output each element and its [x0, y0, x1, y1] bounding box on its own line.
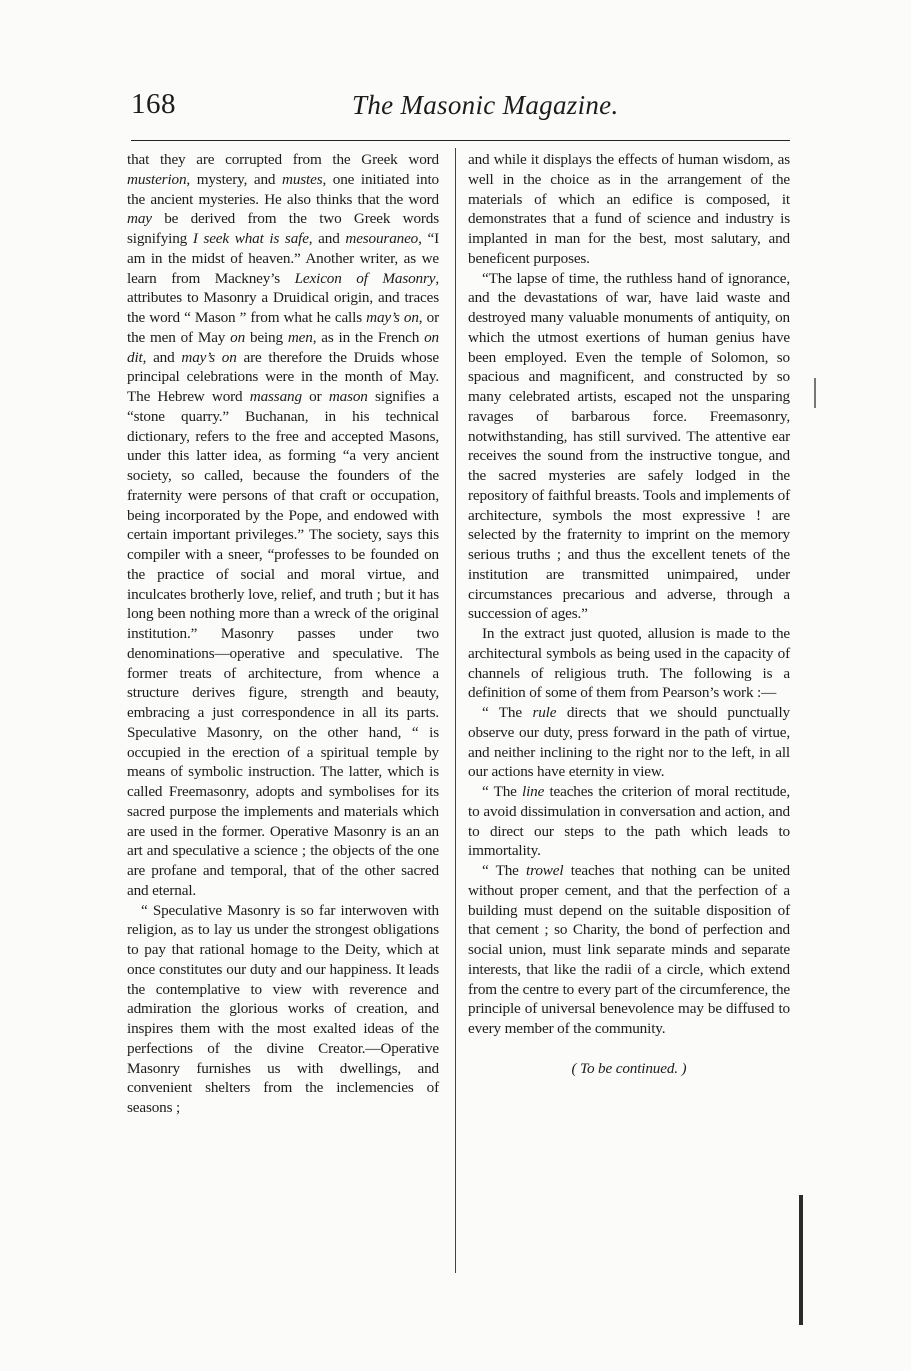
column-divider	[455, 148, 456, 1273]
right-paragraph-3: In the extract just quoted, allusion is made to the architectural symbols as being used in the capacity of channels of religious truth. The following is a definition of some of them from Pearson’s work :—	[468, 625, 790, 702]
italic-term: rule	[532, 704, 557, 721]
right-paragraph-5: “ The line teaches the criterion of moral rectitude, to avoid dissimulation in conversation and action, and to direct our steps to the path which leads to immortality.	[468, 783, 790, 860]
italic-term: on dit	[127, 328, 439, 366]
to-be-continued: ( To be continued. )	[571, 1059, 687, 1077]
italic-term: massang	[249, 388, 302, 405]
italic-term: mason	[328, 388, 368, 405]
italic-term: mustes	[282, 170, 323, 188]
italic-term: on	[230, 328, 246, 346]
right-paragraph-2: “The lapse of time, the ruthless hand of ignorance, and the devastations of war, have laid waste and destroyed many valuable monuments of antiquity, on which the utmost exertions of human genius have been employed. Even the temple of Solomon, so spacious and magnificent, and constructed by so many celebrated artists, escaped not the unsparing ravages of barbarous force. Freemasonry, notwithstanding, has still survived. The attentive ear receives the sound from the instructive tongue, and the sacred mysteries are safely lodged in the repository of faithful breasts. Tools and implements of architecture, symbols the most expressive ! are selected by the fraternity to imprint on the memory serious truths ; and thus the excellent tenets of the institution are transmitted unimpaired, under circumstances precarious and adverse, through a succession of ages.”	[468, 269, 790, 623]
right-paragraph-6: “ The trowel teaches that nothing can be united without proper cement, and that the perfection of a building must depend on the suitable disposition of that cement ; so Charity, the bond of perfection and social union, must link separate minds and separate interests, that like the radii of a circle, which extend from the centre to every part of the circumference, the principle of universal benevolence may be diffused to every member of the community.	[468, 862, 790, 1037]
italic-term: I seek what is safe	[192, 230, 309, 247]
header-rule	[131, 140, 790, 141]
italic-term: line	[522, 783, 545, 800]
italic-term: mesouraneo	[345, 230, 419, 247]
right-paragraph-4: “ The rule directs that we should punctually observe our duty, press forward in the path of virtue, and neither inclining to the right nor to the left, in all our actions have eternity in view.	[468, 704, 790, 781]
italic-term: trowel	[526, 862, 564, 879]
left-column	[127, 150, 439, 1118]
italic-term: may	[127, 210, 152, 228]
margin-speck	[814, 378, 816, 408]
right-paragraph-1: and while it displays the effects of human wisdom, as well in the choice as in the arrangement of the materials of which an edifice is composed, it demonstrates that a fund of science and industry is implanted in man for the best, most salutary, and beneficent purposes.	[468, 151, 790, 267]
italic-term: musterion	[127, 170, 187, 188]
page-number: 168	[131, 88, 176, 120]
running-title: The Masonic Magazine.	[352, 90, 619, 120]
left-paragraph-1: that they are corrupted from the Greek word musterion, mystery, and mustes, one initiated into the ancient mysteries. He also thinks that the word may be derived from the two Greek words signifying I seek what is safe, and mesouraneo, “I am in the midst of heaven.” Another writer, as we learn from Mackney’s Lexicon of Masonry, attributes to Masonry a Druidical origin, and traces the word “ Mason ” from what he calls may’s on, or the men of May on being men, as in the French on dit, and may’s on are therefore the Druids whose principal celebrations were in the month of May. The Hebrew word massang or mason signifies a “stone quarry.” Buchanan, in his technical dictionary, refers to the free and accepted Masons, under this latter idea, as forming “a very ancient society, so called, because the founders of the fraternity were persons of that craft or occupation, being incorporated by the Pope, and endowed with certain important privileges.” The society, says this compiler with a sneer, “professes to be founded on the practice of social and moral virtue, and inculcates brotherly love, relief, and truth ; but it has long been nothing more than a wreck of the original institution.” Masonry passes under two denominations—operative and speculative. The former treats of architecture, from whence a structure derives figure, strength and beauty, embracing a just correspondence in all its parts. Speculative Masonry, on the other hand, “ is occupied in the erection of a spiritual temple by means of symbolic instruction. The latter, which is called Freemasonry, adopts and symbolises for its sacred purpose the implements and materials which are used in the former. Operative Masonry is an an art and speculative a science ; the objects of the one are profane and temporal, that of the other sacred and eternal.	[127, 151, 440, 899]
margin-ink-bar	[799, 1195, 803, 1325]
italic-term: men	[287, 328, 313, 346]
italic-term: Lexicon of Masonry	[294, 269, 436, 287]
left-paragraph-2: “ Speculative Masonry is so far interwoven with religion, as to lay us under the strongest obligations to pay that rational homage to the Deity, which at once constitutes our duty and our happiness. It leads the contemplative to view with reverence and admiration the glorious works of creation, and inspires them with the most exalted ideas of the perfections of the divine Creator.—Operative Masonry furnishes us with dwellings, and convenient shelters from the inclemencies of seasons ;	[127, 901, 439, 1116]
italic-term: may’s on	[366, 309, 419, 326]
italic-term: may’s on	[181, 348, 237, 366]
right-column	[468, 150, 790, 1079]
